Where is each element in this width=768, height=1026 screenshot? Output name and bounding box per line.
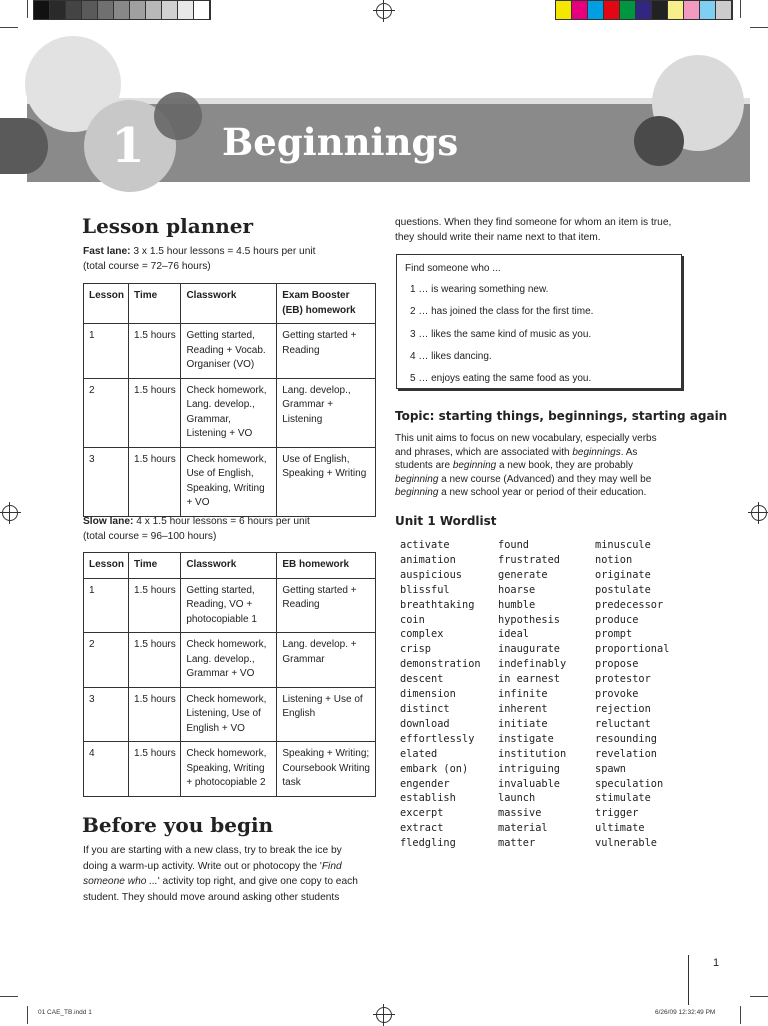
- wordlist-item: engender: [400, 777, 450, 790]
- wordlist-item: stimulate: [595, 792, 651, 805]
- slow-lane-total: (total course = 96–100 hours): [83, 531, 217, 542]
- table-cell: 1.5 hours: [129, 447, 181, 516]
- find-item: 5 … enjoys eating the same food as you.: [410, 373, 592, 384]
- table-cell: 1.5 hours: [129, 742, 181, 797]
- wordlist-item: infinite: [498, 688, 548, 701]
- wordlist-heading: Unit 1 Wordlist: [395, 514, 497, 528]
- find-someone-box: [396, 254, 682, 389]
- lesson-planner-heading: Lesson planner: [82, 214, 254, 238]
- wordlist-item: hoarse: [498, 583, 536, 596]
- wordlist-item: auspicious: [400, 568, 462, 581]
- before-you-begin-heading: Before you begin: [82, 813, 274, 837]
- wordlist-item: launch: [498, 792, 536, 805]
- wordlist-item: in earnest: [498, 673, 560, 686]
- wordlist-item: frustrated: [498, 553, 560, 566]
- table-header-cell: Exam Booster (EB) homework: [277, 284, 376, 324]
- wordlist-item: activate: [400, 539, 450, 551]
- table-cell: Check homework, Lang. develop., Grammar + VO: [181, 633, 277, 688]
- fast-lane-table: [83, 283, 376, 517]
- wordlist-item: material: [498, 822, 548, 835]
- wordlist-item: protestor: [595, 673, 651, 686]
- wordlist-item: complex: [400, 628, 444, 641]
- before-you-begin-text: If you are starting with a new class, try to break the ice by doing a warm-up activity. Write out or photocopy the 'Find someone who ...' activity top right, and give one copy to each student. They should move around asking other students: [83, 845, 358, 903]
- wordlist-item: found: [498, 539, 529, 551]
- page-number-rule: [688, 955, 689, 1005]
- table-row: [84, 378, 376, 447]
- fast-lane-text: Fast lane: 3 x 1.5 hour lessons = 4.5 hours per unit: [83, 246, 316, 257]
- crop-mark: [0, 996, 18, 997]
- wordlist-item: crisp: [400, 643, 431, 656]
- wordlist-item: elated: [400, 747, 438, 760]
- continued-text: questions. When they find someone for whom an item is true, they should write their name next to that item.: [395, 217, 672, 243]
- crop-mark: [750, 27, 768, 28]
- find-item: 4 … likes dancing.: [410, 351, 492, 362]
- table-cell: 1.5 hours: [129, 324, 181, 379]
- table-header-cell: Classwork: [181, 284, 277, 324]
- wordlist-item: vulnerable: [595, 837, 657, 850]
- wordlist-item: propose: [595, 658, 639, 671]
- wordlist-item: dimension: [400, 688, 456, 701]
- unit-number: 1: [111, 118, 145, 174]
- wordlist-item: institution: [498, 747, 567, 760]
- crop-mark: [750, 996, 768, 997]
- fast-lane-total: (total course = 72–76 hours): [83, 261, 211, 272]
- wordlist-item: provoke: [595, 688, 639, 701]
- crop-mark: [27, 0, 28, 18]
- wordlist-item: distinct: [400, 702, 450, 715]
- registration-mark-top: [376, 3, 392, 19]
- table-cell: Getting started + Reading: [277, 578, 376, 633]
- table-cell: Check homework, Use of English, Speaking, Writing + VO: [181, 447, 277, 516]
- wordlist-item: speculation: [595, 777, 664, 790]
- table-cell: Check homework, Lang. develop., Grammar, Listening + VO: [181, 378, 277, 447]
- wordlist-item: postulate: [595, 583, 651, 596]
- table-cell: 1.5 hours: [129, 578, 181, 633]
- table-row: [84, 578, 376, 633]
- crop-mark: [740, 1006, 741, 1024]
- table-header-cell: Time: [129, 553, 181, 579]
- wordlist-item: ideal: [498, 628, 529, 641]
- wordlist-item: fledgling: [400, 837, 456, 850]
- find-item: 3 … likes the same kind of music as you.: [410, 329, 592, 340]
- table-row: [84, 447, 376, 516]
- table-cell: 1.5 hours: [129, 378, 181, 447]
- table-row: [84, 633, 376, 688]
- wordlist-item: predecessor: [595, 598, 664, 611]
- wordlist-item: originate: [595, 568, 651, 581]
- crop-mark: [27, 1006, 28, 1024]
- table-cell: Check homework, Listening, Use of English + VO: [181, 687, 277, 742]
- table-cell: 1.5 hours: [129, 687, 181, 742]
- table-header-cell: Lesson: [84, 284, 129, 324]
- table-row: [84, 687, 376, 742]
- wordlist-item: embark (on): [400, 762, 469, 775]
- table-cell: 1.5 hours: [129, 633, 181, 688]
- wordlist-column-3: [595, 538, 669, 851]
- decor-circle: [634, 116, 684, 166]
- wordlist-item: inaugurate: [498, 643, 560, 656]
- table-cell: 4: [84, 742, 129, 797]
- unit-title: Beginnings: [222, 120, 459, 164]
- wordlist-item: trigger: [595, 807, 639, 820]
- table-cell: Use of English, Speaking + Writing: [277, 447, 376, 516]
- wordlist-item: produce: [595, 613, 639, 626]
- footer-filename: 01 CAE_TB.indd 1: [38, 1009, 92, 1016]
- wordlist-item: indefinably: [498, 658, 567, 671]
- table-header-cell: Classwork: [181, 553, 277, 579]
- table-cell: 2: [84, 378, 129, 447]
- cmyk-color-bar: [555, 0, 733, 20]
- wordlist-item: descent: [400, 673, 444, 686]
- table-row: [84, 324, 376, 379]
- wordlist-item: breathtaking: [400, 598, 475, 611]
- topic-heading: Topic: starting things, beginnings, starting again: [395, 409, 728, 423]
- decor-circle: [0, 118, 48, 174]
- wordlist-item: spawn: [595, 762, 626, 775]
- wordlist-item: download: [400, 717, 450, 730]
- table-header-cell: Time: [129, 284, 181, 324]
- wordlist-item: hypothesis: [498, 613, 560, 626]
- wordlist-item: demonstration: [400, 658, 481, 671]
- wordlist-item: massive: [498, 807, 542, 820]
- wordlist-item: humble: [498, 598, 536, 611]
- find-item: 1 … is wearing something new.: [410, 284, 549, 295]
- table-header-cell: EB homework: [277, 553, 376, 579]
- wordlist-item: minuscule: [595, 539, 651, 551]
- table-cell: Getting started, Reading + Vocab. Organiser (VO): [181, 324, 277, 379]
- wordlist-item: resounding: [595, 732, 657, 745]
- footer-datetime: 6/26/09 12:32:49 PM: [655, 1009, 716, 1016]
- wordlist-item: invaluable: [498, 777, 560, 790]
- wordlist-item: revelation: [595, 747, 657, 760]
- wordlist-item: intriguing: [498, 762, 560, 775]
- topic-text: This unit aims to focus on new vocabulary, especially verbs and phrases, which are associated with beginnings. As students are beginning a new book, they are probably beginning a new course (Advanced) and they may well be beginning a new school year or period of their education.: [395, 433, 657, 499]
- wordlist-item: generate: [498, 568, 548, 581]
- table-cell: Lang. develop. + Grammar: [277, 633, 376, 688]
- wordlist-item: rejection: [595, 702, 651, 715]
- wordlist-item: effortlessly: [400, 732, 475, 745]
- wordlist-item: blissful: [400, 583, 450, 596]
- wordlist-item: instigate: [498, 732, 554, 745]
- wordlist-item: ultimate: [595, 822, 645, 835]
- table-row: [84, 742, 376, 797]
- slow-lane-table: [83, 552, 376, 797]
- slow-lane-text: Slow lane: 4 x 1.5 hour lessons = 6 hours per unit: [83, 516, 310, 527]
- table-cell: 1: [84, 578, 129, 633]
- wordlist-item: prompt: [595, 628, 633, 641]
- table-cell: Lang. develop., Grammar + Listening: [277, 378, 376, 447]
- crop-mark: [0, 27, 18, 28]
- registration-mark-right: [751, 505, 767, 521]
- wordlist-item: notion: [595, 553, 633, 566]
- wordlist-item: proportional: [595, 643, 670, 656]
- wordlist-item: inherent: [498, 702, 548, 715]
- table-cell: 3: [84, 447, 129, 516]
- table-cell: 1: [84, 324, 129, 379]
- table-cell: Getting started + Reading: [277, 324, 376, 379]
- page-number: 1: [713, 957, 720, 969]
- wordlist-item: establish: [400, 792, 456, 805]
- grayscale-color-bar: [33, 0, 211, 20]
- table-cell: Getting started, Reading, VO + photocopiable 1: [181, 578, 277, 633]
- crop-mark: [740, 0, 741, 18]
- table-header-cell: Lesson: [84, 553, 129, 579]
- wordlist-item: coin: [400, 613, 425, 626]
- table-cell: 3: [84, 687, 129, 742]
- wordlist-column-1: [400, 538, 481, 851]
- registration-mark-left: [2, 505, 18, 521]
- find-item: 2 … has joined the class for the first time.: [410, 306, 594, 317]
- registration-mark-bottom: [376, 1007, 392, 1023]
- wordlist-item: initiate: [498, 717, 548, 730]
- table-cell: 2: [84, 633, 129, 688]
- table-cell: Listening + Use of English: [277, 687, 376, 742]
- find-someone-title: Find someone who ...: [405, 263, 501, 274]
- wordlist-item: matter: [498, 837, 536, 850]
- table-cell: Speaking + Writing; Coursebook Writing task: [277, 742, 376, 797]
- wordlist-item: animation: [400, 553, 456, 566]
- wordlist-item: excerpt: [400, 807, 444, 820]
- wordlist-item: extract: [400, 822, 444, 835]
- wordlist-item: reluctant: [595, 717, 651, 730]
- wordlist-column-2: [498, 538, 566, 851]
- table-cell: Check homework, Speaking, Writing + photocopiable 2: [181, 742, 277, 797]
